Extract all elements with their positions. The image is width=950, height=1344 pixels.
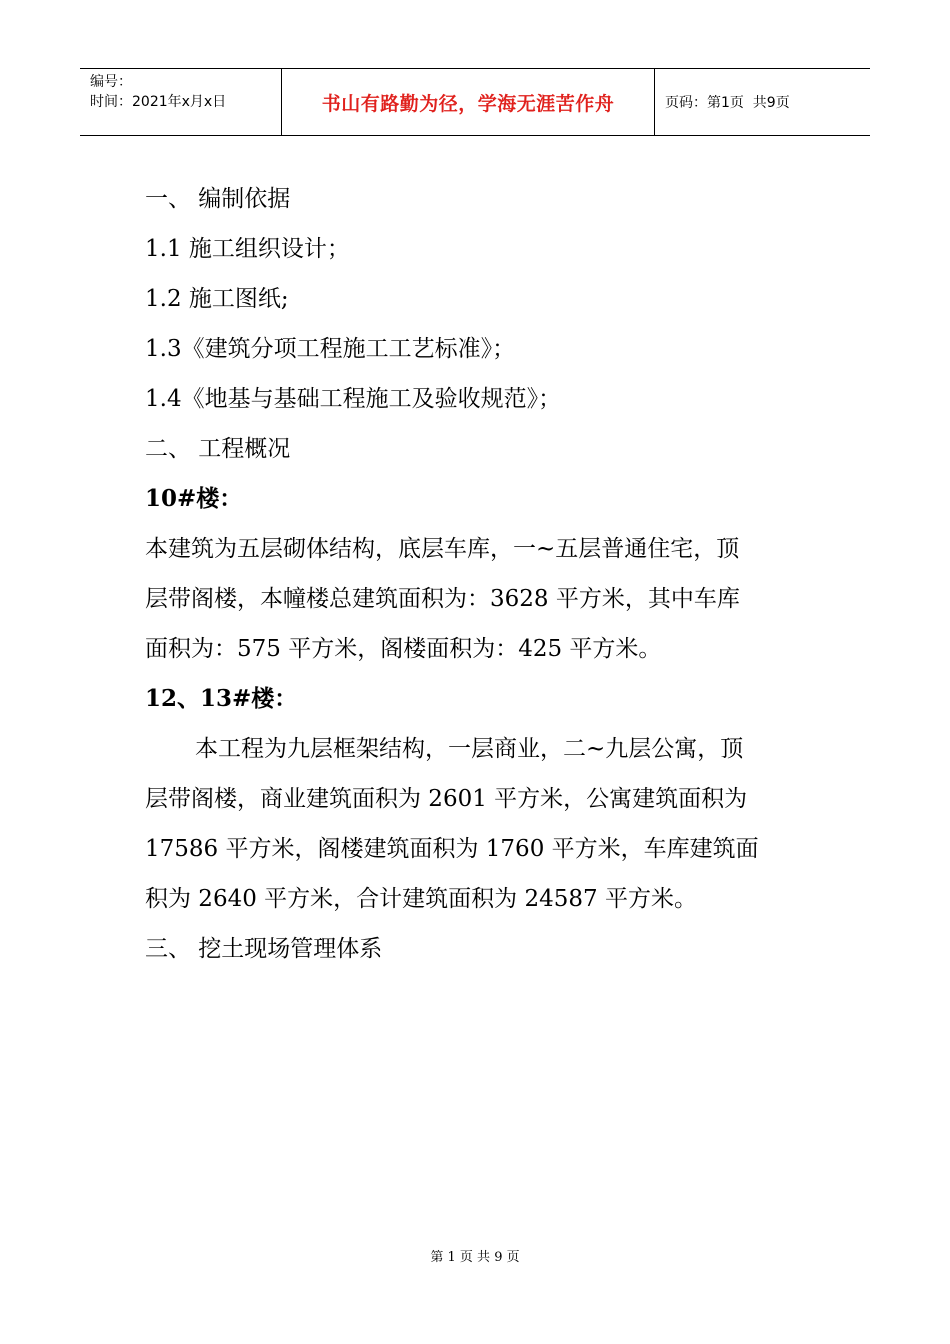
section-heading-basis: 一、 编制依据	[145, 186, 291, 212]
header-page-info-cell	[655, 69, 870, 135]
basis-item-1: 1.1 施工组织设计；	[145, 236, 350, 262]
building-12-13-text-line-1: 本工程为九层框架结构，一层商业，二~九层公寓，顶	[195, 736, 744, 762]
header-motto: 书山有路勤为径，学海无涯苦作舟	[282, 69, 655, 135]
building-12-13-text-line-4: 积为 2640 平方米，合计建筑面积为 24587 平方米。	[145, 886, 697, 912]
building-12-13-text-line-3: 17586 平方米，阁楼建筑面积为 1760 平方米，车库建筑面	[145, 836, 759, 862]
document-time-label: 时间：2021年x月x日	[90, 94, 227, 110]
basis-item-2: 1.2 施工图纸;	[145, 286, 289, 312]
basis-item-3: 1.3《建筑分项工程施工工艺标准》；	[145, 336, 516, 362]
building-12-13-heading: 12、13#楼：	[145, 685, 298, 712]
header-table	[80, 68, 870, 136]
header-page-info: 页码：第1页 共9页	[665, 95, 790, 111]
building-12-13-text-line-2: 层带阁楼，商业建筑面积为 2601 平方米，公寓建筑面积为	[145, 786, 748, 812]
building-10-text-line-2: 层带阁楼，本幢楼总建筑面积为：3628 平方米，其中车库	[145, 586, 740, 612]
section-heading-overview: 二、 工程概况	[145, 436, 291, 462]
building-10-heading: 10#楼：	[145, 485, 243, 512]
basis-item-4: 1.4《地基与基础工程施工及验收规范》；	[145, 386, 562, 412]
section-heading-management: 三、 挖土现场管理体系	[145, 936, 383, 962]
document-body	[145, 174, 815, 974]
building-10-text-line-1: 本建筑为五层砌体结构，底层车库，一~五层普通住宅，顶	[145, 536, 740, 562]
header-left-cell	[80, 69, 282, 135]
page-footer: 第 1 页 共 9 页	[430, 1250, 520, 1265]
document-number-label: 编号：	[90, 74, 132, 90]
building-10-text-line-3: 面积为：575 平方米，阁楼面积为：425 平方米。	[145, 636, 662, 662]
